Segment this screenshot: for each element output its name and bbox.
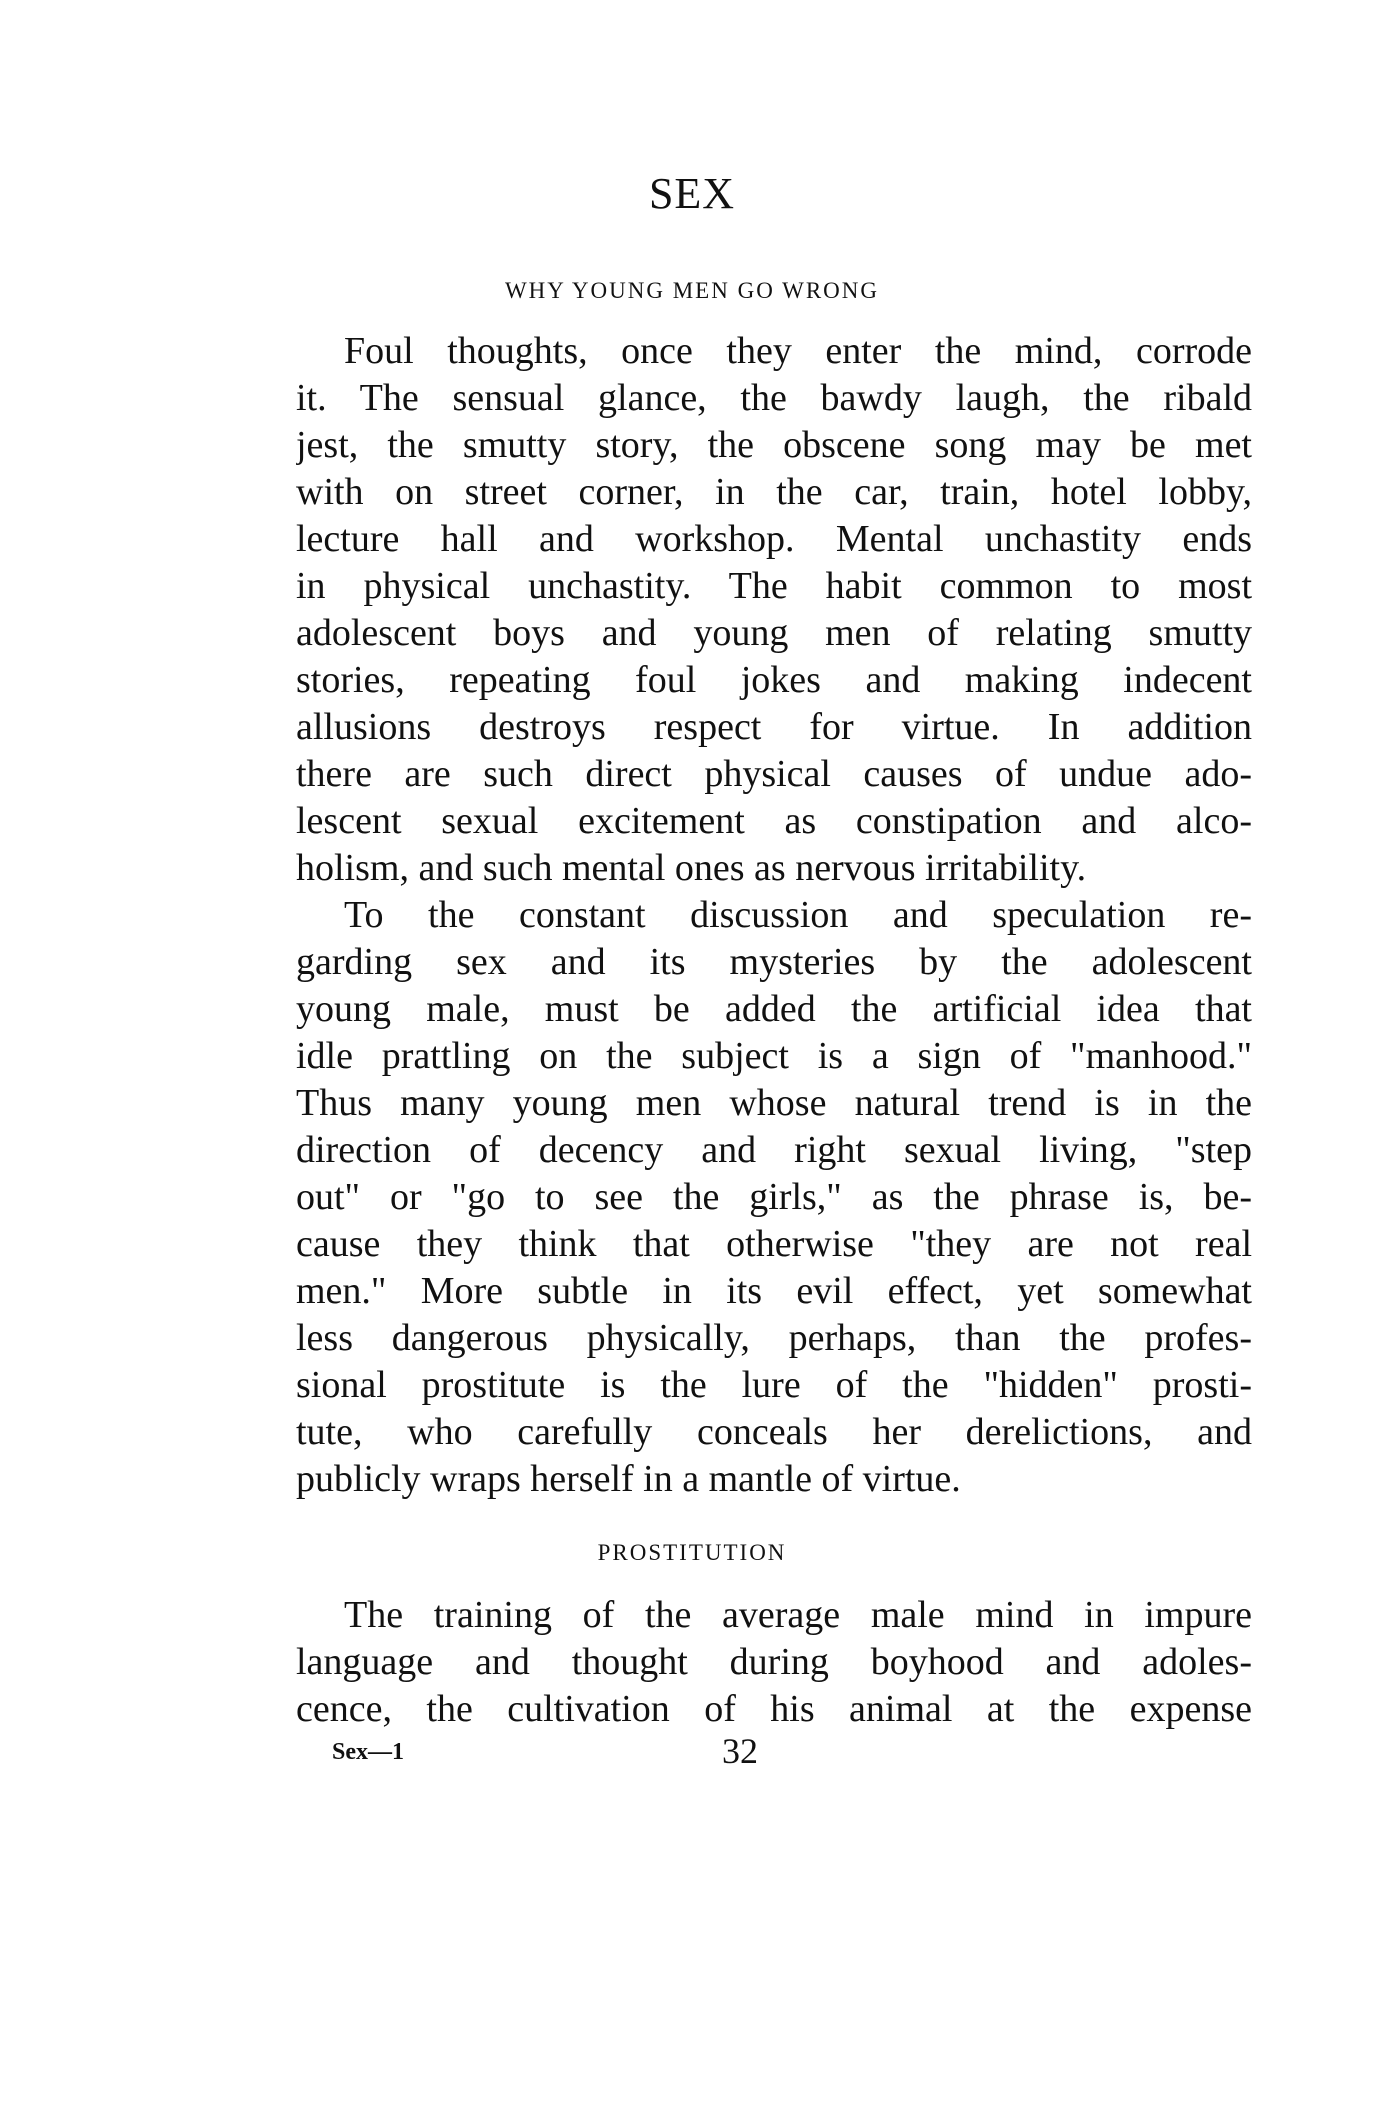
text-line: men." More subtle in its evil effect, yet somewhat <box>296 1270 1252 1312</box>
text-line: garding sex and its mysteries by the adolescent <box>296 941 1252 983</box>
text-line: allusions destroys respect for virtue. In addition <box>296 706 1252 748</box>
text-line: cence, the cultivation of his animal at the expense <box>296 1688 1252 1730</box>
text-line: in physical unchastity. The habit common to most <box>296 565 1252 607</box>
text-line: less dangerous physically, perhaps, than the profes- <box>296 1317 1252 1359</box>
text-line: young male, must be added the artificial idea that <box>296 988 1252 1030</box>
running-head: SEX <box>648 169 736 218</box>
text-line: language and thought during boyhood and adoles- <box>296 1641 1252 1683</box>
text-line: direction of decency and right sexual living, "step <box>296 1129 1252 1171</box>
section-heading-why-young-men-go-wrong: WHY YOUNG MEN GO WRONG <box>504 278 880 303</box>
text-line: it. The sensual glance, the bawdy laugh, the ribald <box>296 377 1252 419</box>
text-line: cause they think that otherwise "they are not real <box>296 1223 1252 1265</box>
text-line: The training of the average male mind in impure <box>344 1594 1252 1636</box>
text-line: Thus many young men whose natural trend is in the <box>296 1082 1252 1124</box>
text-line: there are such direct physical causes of undue ado- <box>296 753 1252 795</box>
text-line: out" or "go to see the girls," as the phrase is, be- <box>296 1176 1252 1218</box>
text-line: To the constant discussion and speculation re- <box>344 894 1252 936</box>
page-number: 32 <box>722 1731 758 1771</box>
text-line: holism, and such mental ones as nervous irritability. <box>296 847 1087 889</box>
text-line: tute, who carefully conceals her derelictions, and <box>296 1411 1252 1453</box>
text-line: stories, repeating foul jokes and making indecent <box>296 659 1252 701</box>
text-line: publicly wraps herself in a mantle of virtue. <box>296 1458 961 1500</box>
section-heading-prostitution: PROSTITUTION <box>597 1540 787 1565</box>
text-line: sional prostitute is the lure of the "hidden" prosti- <box>296 1364 1252 1406</box>
signature-mark: Sex—1 <box>332 1739 404 1765</box>
section-body-prostitution <box>296 1592 1252 1733</box>
text-line: idle prattling on the subject is a sign of "manhood." <box>296 1035 1252 1077</box>
text-line: jest, the smutty story, the obscene song may be met <box>296 424 1252 466</box>
text-line: adolescent boys and young men of relating smutty <box>296 612 1252 654</box>
text-line: Foul thoughts, once they enter the mind, corrode <box>344 330 1252 372</box>
text-line: lescent sexual excitement as constipation and alco- <box>296 800 1252 842</box>
text-line: with on street corner, in the car, train, hotel lobby, <box>296 471 1252 513</box>
section-body-why-young-men-go-wrong <box>296 328 1252 1503</box>
text-line: lecture hall and workshop. Mental unchastity ends <box>296 518 1252 560</box>
